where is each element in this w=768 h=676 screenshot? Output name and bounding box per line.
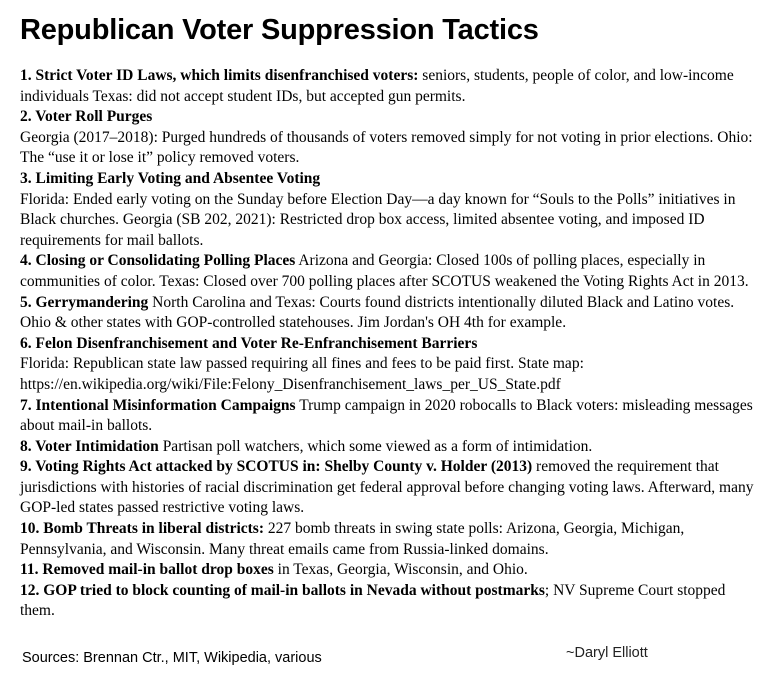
item-heading: 1. Strict Voter ID Laws, which limits disenfranchised voters: (20, 67, 419, 84)
item-heading: 8. Voter Intimidation (20, 437, 159, 455)
item-body: North Carolina and Texas: Courts found districts intentionally diluted Black and Latino votes. Ohio & other states with GOP-controlled statehouses. Jim Jordan's OH 4th for example. (20, 293, 735, 332)
list-item (20, 519, 764, 560)
item-body: Partisan poll watchers, which some viewed as a form of intimidation. (158, 437, 593, 455)
item-heading: 4. Closing or Consolidating Polling Places (20, 252, 296, 270)
item-body: Trump campaign in 2020 robocalls to Black voters: misleading messages about mail-in ballots. (20, 396, 753, 435)
item-heading: 7. Intentional Misinformation Campaigns (20, 396, 296, 414)
item-heading: 5. Gerrymandering (20, 293, 149, 311)
list-item (20, 334, 764, 396)
list-item (20, 581, 764, 622)
item-body: Florida: Republican state law passed requiring all fines and fees to be paid first. State map: https://en.wikipedia.org/wiki/File:Felony_Disenfranchisement_laws_per_US_State.pdf (20, 355, 584, 393)
item-heading: 9. Voting Rights Act attacked by SCOTUS in: Shelby County v. Holder (2013) (20, 458, 533, 476)
item-body: ; NV Supreme Court stopped them. (20, 581, 726, 620)
item-body: removed the requirement that jurisdictions with histories of racial discrimination get federal approval before changing voting laws. Afterward, many GOP-led states passed restrictive voting laws. (20, 458, 754, 517)
list-item (20, 293, 764, 334)
list-item (20, 457, 764, 519)
list-item (20, 107, 764, 169)
item-heading: 12. GOP tried to block counting of mail-in ballots in Nevada without postmarks (20, 581, 545, 599)
item-body: 227 bomb threats in swing state polls: Arizona, Georgia, Michigan, Pennsylvania, and Wisconsin. Many threat emails came from Russia-linked domains. (20, 520, 685, 558)
item-heading: 10. Bomb Threats in liberal districts: (20, 520, 264, 538)
item-body: in Texas, Georgia, Wisconsin, and Ohio. (273, 561, 528, 579)
item-body: Georgia (2017–2018): Purged hundreds of thousands of voters removed simply for not voting in prior elections. Ohio: The “use it or lose it” policy removed voters. (20, 128, 753, 167)
tactics-list (20, 66, 764, 622)
list-item (20, 560, 764, 581)
item-heading: 3. Limiting Early Voting and Absentee Voting (20, 169, 321, 187)
item-body: seniors, students, people of color, and low-income individuals Texas: did not accept student IDs, but accepted gun permits. (20, 67, 734, 105)
list-item (20, 169, 764, 251)
item-heading: 11. Removed mail-in ballot drop boxes (20, 561, 274, 579)
sources-note: Sources: Brennan Ctr., MIT, Wikipedia, various (22, 650, 322, 666)
list-item (20, 396, 764, 437)
list-item (20, 437, 764, 458)
author-signature: ~Daryl Elliott (566, 645, 648, 661)
item-body: Florida: Ended early voting on the Sunday before Election Day—a day known for “Souls to the Polls” initiatives in Black churches. Georgia (SB 202, 2021): Restricted drop box access, limited absentee voting, and imposed ID requirements for mail ballots. (20, 190, 736, 249)
item-body: Arizona and Georgia: Closed 100s of polling places, especially in communities of color. Texas: Closed over 700 polling places after SCOTUS weakened the Voting Rights Act in 2013. (20, 252, 749, 290)
page-title: Republican Voter Suppression Tactics (20, 14, 539, 46)
list-item (20, 251, 764, 292)
list-item (20, 66, 764, 107)
item-heading: 6. Felon Disenfranchisement and Voter Re-Enfranchisement Barriers (20, 334, 478, 352)
item-heading: 2. Voter Roll Purges (20, 108, 153, 126)
